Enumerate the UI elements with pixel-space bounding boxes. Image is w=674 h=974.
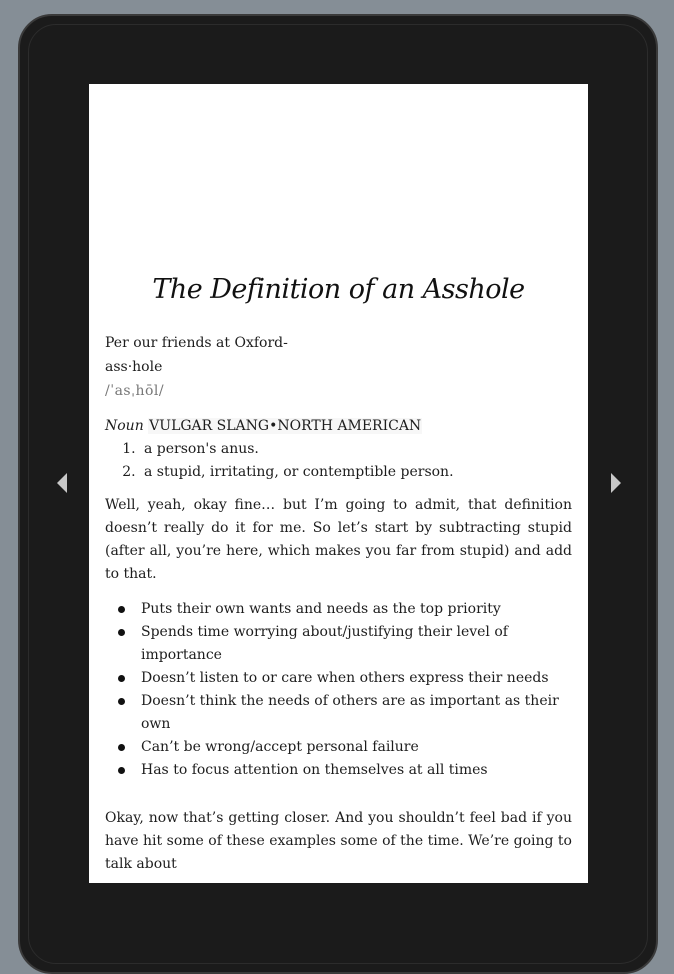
trait-item: Spends time worrying about/justifying their level of importance (141, 621, 572, 667)
book-page (89, 84, 588, 883)
phonetic-spelling: /ˈasˌhōl/ (105, 383, 165, 399)
trait-item: Doesn’t listen to or care when others express their needs (141, 667, 572, 690)
chapter-title: The Definition of an Asshole (152, 274, 525, 305)
definition-item: 2. a stupid, irritating, or contemptible person. (140, 461, 572, 484)
trait-item: Doesn’t think the needs of others are as important as their own (141, 690, 572, 736)
next-page-button[interactable] (609, 471, 623, 495)
previous-page-button[interactable] (55, 471, 69, 495)
headword: ass·hole (105, 359, 163, 375)
trait-item: Can’t be wrong/accept personal failure (141, 736, 572, 759)
usage-label: VULGAR SLANG•NORTH AMERICAN (149, 418, 422, 434)
part-of-speech: Noun (105, 418, 144, 434)
body-paragraph: Well, yeah, okay fine… but I’m going to admit, that definition doesn’t really do it for me. So let’s start by subtracting stupid (after all, you’re here, which makes you far from stupid) and add to that. (105, 497, 572, 582)
triangle-left-icon (55, 471, 69, 495)
body-paragraph: Okay, now that’s getting closer. And you shouldn’t feel bad if you have hit some of these examples some of the time. We’re going to talk about (105, 810, 572, 872)
trait-item: Has to focus attention on themselves at all times (141, 759, 572, 782)
definition-list (105, 438, 572, 484)
trait-item: Puts their own wants and needs as the top priority (141, 598, 572, 621)
triangle-right-icon (609, 471, 623, 495)
definition-header (105, 414, 572, 438)
definition-item: 1. a person's anus. (140, 438, 572, 461)
intro-text: Per our friends at Oxford- (105, 335, 288, 351)
traits-list (105, 598, 572, 782)
